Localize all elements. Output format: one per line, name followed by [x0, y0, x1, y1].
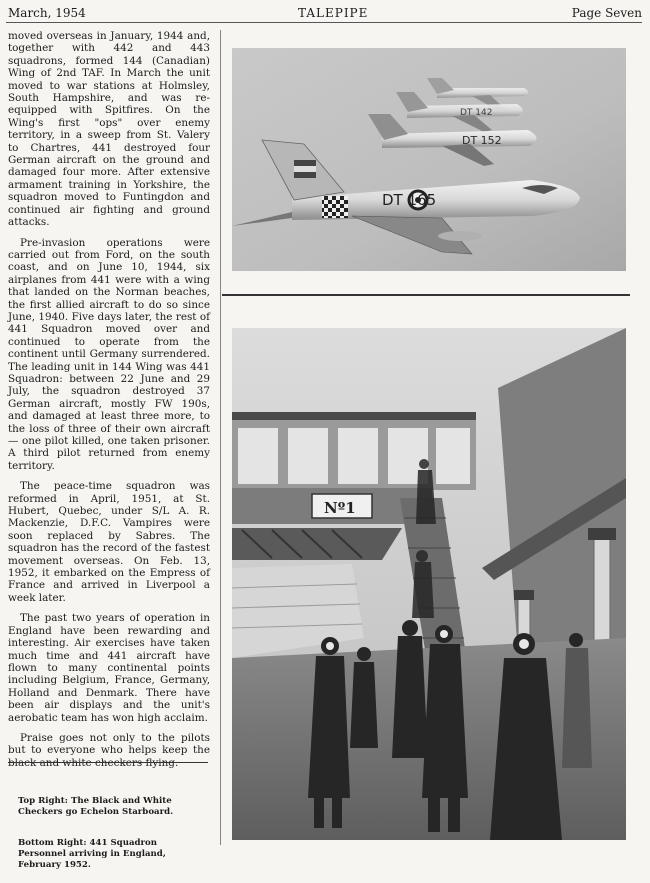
page-header [8, 4, 648, 22]
article-paragraph: Praise goes not only to the pilots but to everyone who helps keep the [8, 731, 210, 757]
page-number: Page Seven [571, 6, 642, 20]
article-paragraph: The past two years of operation in England have been rewarding and interesting. Air exercises have taken much time and 441 aircraft have flown to many continental points including Belgium, France, Germany, Holland and Denmark. There have been air displays and the unit's aerobatic team has won high acclaim. [8, 612, 210, 724]
article-paragraph: The peace-time squadron was reformed in April, 1951, at St. Hubert, Quebec, under S/L A. R. Mackenzie, D.F.C. Vampires were soon replaced by Sabres. The squadron has the record of the fastest movement overseas. On Feb. 13, 1952, it embarked on the Empress of France and arrived in Liverpool a week later. [8, 480, 210, 604]
figure [562, 633, 592, 768]
photo-sabres-echelon [232, 48, 626, 271]
svg-text:DT 142: DT 142 [460, 108, 493, 118]
photo-divider [222, 294, 630, 296]
article-paragraph: moved overseas in January, 1944 and, together with 442 and 443 squadrons, formed 144 (Canadian) Wing of 2nd TAF. In March the unit moved to war stations at Holmsley, South Hampshire, and was re-equipped with Spitfires. On the Wing's first "ops" over enemy territory, in a sweep from St. Valery to Chartres, 441 destroyed four German aircraft on the ground and damaged four more. After extensive armament training in Yorkshire, the squadron moved to Funtingdon and continued air fighting and ground attacks. [8, 30, 210, 229]
issue-date: March, 1954 [8, 6, 86, 20]
article-column [8, 30, 210, 777]
header-rule [6, 22, 642, 23]
caption-bottom-photo: Bottom Right: 441 Squadron Personnel arriving in England, February 1952. [18, 838, 166, 870]
column-divider [220, 30, 221, 845]
svg-text:DT 152: DT 152 [462, 134, 502, 147]
svg-text:Nº1: Nº1 [324, 499, 356, 517]
photo-personnel-arrival [232, 328, 626, 840]
figure [350, 647, 378, 748]
svg-text:DT 165: DT 165 [382, 191, 437, 209]
article-paragraph: Pre-invasion operations were carried out from Ford, on the south coast, and on June 10, 1944, six airplanes from 441 were with a wing that landed on the Norman beaches, the first allied aircraft to do so since June, 1940. Five days later, the rest of 441 Squadron moved over and continued to operate from the continent until Germany surrendered. The leading unit in 144 Wing was 441 Squadron: between 22 June and 29 July, the squadron destroyed 37 German aircraft, mostly FW 190s, and damaged at least three more, to the loss of three of their own aircraft — one pilot killed, one taken prisoner. A third pilot returned from enemy territory. [8, 236, 210, 472]
caption-rule [8, 762, 208, 763]
caption-top-photo: Top Right: The Black and White Checkers go Echelon Starboard. [18, 796, 174, 817]
publication-title: TALEPIPE [298, 6, 369, 20]
